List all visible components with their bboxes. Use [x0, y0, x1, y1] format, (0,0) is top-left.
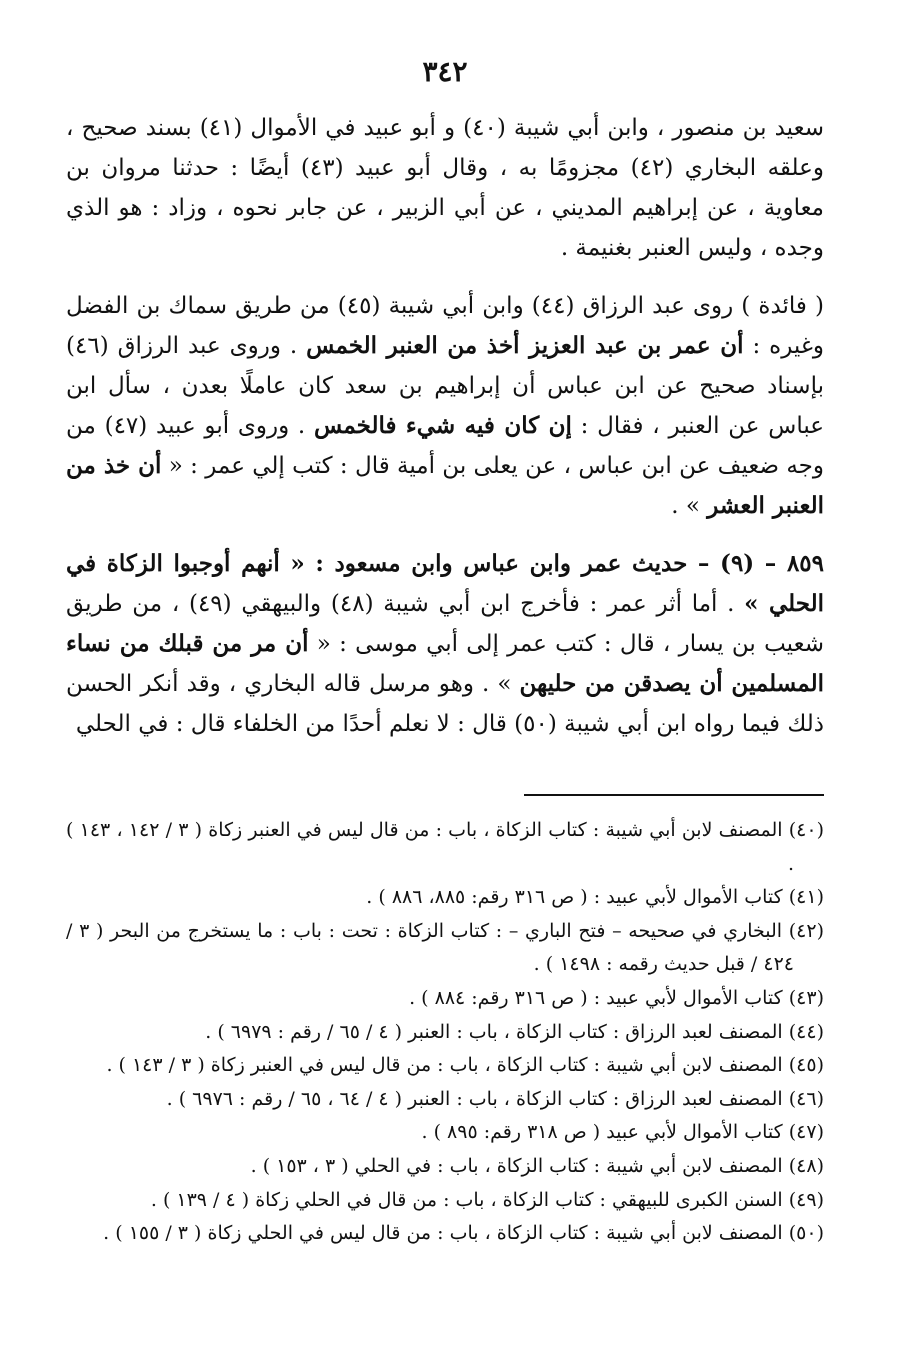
footnote-41: (٤١) كتاب الأموال لأبي عبيد : ( ص ٣١٦ رقم: ٨٨٥، ٨٨٦ ) .	[366, 886, 824, 909]
fawaid-bold-1: أن عمر بن عبد العزيز أخذ من العنبر الخمس	[306, 332, 744, 359]
fawaid-text-c: . وروى عبد الرزاق (٤٦) بإسناد صحيح عن ابن عباس أن إبراهيم بن سعد كان عاملًا بعدن ، سأل ابن عباس عن العنبر ، فقال :	[66, 333, 824, 439]
paragraph-fawaid	[66, 286, 824, 526]
hadith-859-bold-quote: أن مر من قبلك من نساء المسلمين أن يصدقن من حليهن	[66, 630, 825, 697]
hadith-859-text-c: » . وهو مرسل قاله البخاري ، وقد أنكر الحسن ذلك فيما رواه ابن أبي شيبة (٥٠) قال : لا نعلم أحدًا من الخلفاء قال : في الحلي	[66, 671, 824, 737]
fawaid-text-d: . وروى أبو عبيد (٤٧) من وجه ضعيف عن ابن عباس ، عن يعلى بن أمية قال : كتب إلي عمر : «	[66, 413, 824, 479]
footnote-49: (٤٩) السنن الكبرى للبيهقي : كتاب الزكاة ، باب : من قال في الحلي زكاة ( ٤ / ١٣٩ ) .	[150, 1188, 824, 1211]
fawaid-bold-2: إن كان فيه شيء فالخمس	[314, 412, 572, 439]
footnote-47: (٤٧) كتاب الأموال لأبي عبيد ( ص ٣١٨ رقم: ٨٩٥ ) .	[421, 1121, 824, 1144]
footnote-40: (٤٠) المصنف لابن أبي شيبة : كتاب الزكاة ، باب : من قال ليس في العنبر زكاة ( ٣ / ١٤٢ ، ١٤٣ ) .	[66, 819, 825, 875]
page-number: ٣٤٢	[422, 55, 468, 88]
footnote-50: (٥٠) المصنف لابن أبي شيبة : كتاب الزكاة ، باب : من قال ليس في الحلي زكاة ( ٣ / ١٥٥ ) .	[103, 1222, 824, 1245]
footnote-43: (٤٣) كتاب الأموال لأبي عبيد : ( ص ٣١٦ رقم: ٨٨٤ ) .	[409, 986, 824, 1009]
fawaid-text-e: » .	[671, 493, 708, 519]
footnotes-list	[66, 814, 824, 1251]
footnote-44: (٤٤) المصنف لعبد الرزاق : كتاب الزكاة ، باب : العنبر ( ٤ / ٦٥ / رقم : ٦٩٧٩ ) .	[205, 1020, 824, 1043]
footnote-45: (٤٥) المصنف لابن أبي شيبة : كتاب الزكاة ، باب : من قال ليس في العنبر زكاة ( ٣ / ١٤٣ ) .	[106, 1054, 824, 1077]
footnote-48: (٤٨) المصنف لابن أبي شيبة : كتاب الزكاة ، باب : في الحلي ( ٣ ، ١٥٣ ) .	[250, 1154, 824, 1177]
paragraph-hadith-859	[66, 544, 824, 744]
fawaid-text-a: ( فائدة ) روى عبد الرزاق (٤٤) وابن أبي شيبة (٤٥) من طريق سماك بن الفضل وغيره :	[66, 293, 825, 359]
fawaid-bold-3: أن خذ من العنبر العشر	[66, 452, 824, 519]
footnote-46: (٤٦) المصنف لعبد الرزاق : كتاب الزكاة ، باب : العنبر ( ٤ / ٦٤ ، ٦٥ / رقم : ٦٩٧٦ ) .	[166, 1087, 824, 1110]
paragraph-1: سعيد بن منصور ، وابن أبي شيبة (٤٠) و أبو عبيد في الأموال (٤١) بسند صحيح ، وعلقه البخاري (٤٢) مجزومًا به ، وقال أبو عبيد (٤٣) أيضًا : حدثنا مروان بن معاوية ، عن إبراهيم المديني ، عن أبي الزبير ، عن جابر نحوه ، وزاد : هو الذي وجده ، وليس العنبر بغنيمة .	[66, 115, 824, 261]
footnote-divider	[524, 794, 824, 796]
hadith-859-heading: ٨٥٩ – (٩) – حديث عمر وابن عباس وابن مسعود : « أنهم أوجبوا الزكاة في الحلي »	[66, 550, 825, 617]
footnote-42: (٤٢) البخاري في صحيحه – فتح الباري – : كتاب الزكاة : تحت : باب : ما يستخرج من البحر ( ٣ / ٤٢٤ / قبل حديث رقمه : ١٤٩٨ ) .	[66, 919, 824, 976]
hadith-859-text-a: . أما أثر عمر : فأخرج ابن أبي شيبة (٤٨) والبيهقي (٤٩) ، من طريق شعيب بن يسار ، قال : كتب عمر إلى أبي موسى : «	[66, 591, 824, 657]
